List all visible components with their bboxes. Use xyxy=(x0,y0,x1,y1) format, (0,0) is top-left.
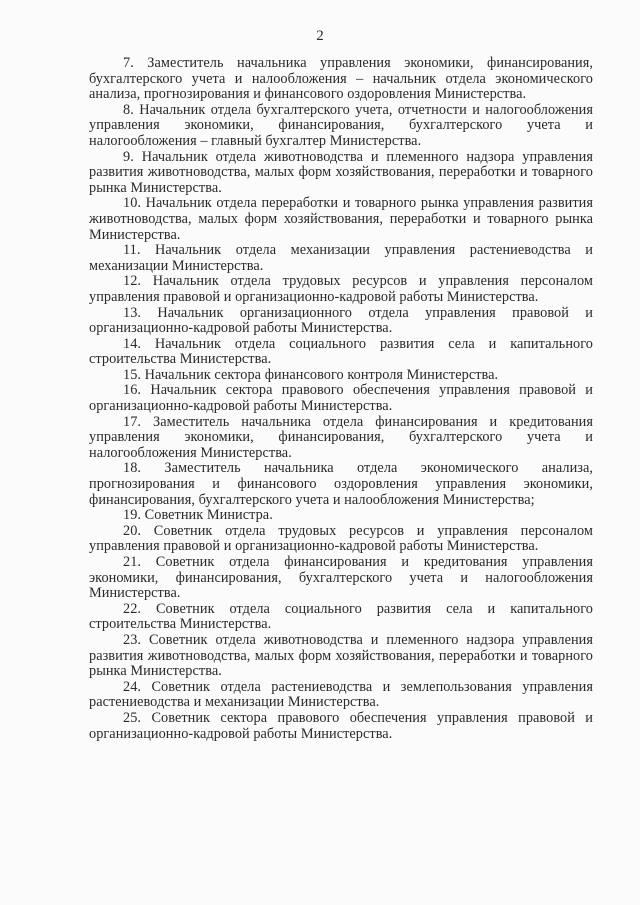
item-number: 16. xyxy=(123,382,142,399)
item-number: 24. xyxy=(123,678,142,695)
item-text: Начальник сектора финансового контроля Министерства. xyxy=(144,366,499,383)
item-text: Советник отдела растениеводства и землепользования управления растениеводства и механизации Министерства. xyxy=(89,678,593,711)
item-text: Заместитель начальника отдела финансирования и кредитования управления экономики, финансирования, бухгалтерского учета и налогообложения Министерства. xyxy=(89,413,593,461)
item-text: Советник отдела животноводства и племенного надзора управления развития животноводства, малых форм хозяйствования, переработки и товарного рынка Министерства. xyxy=(89,631,594,680)
document-body xyxy=(89,56,593,742)
item-number: 18. xyxy=(123,460,142,477)
item-text: Советник отдела социального развития села и капитального строительства Министерства. xyxy=(89,600,593,633)
list-item xyxy=(89,633,593,680)
item-number: 12. xyxy=(123,273,142,290)
item-number: 17. xyxy=(123,413,142,430)
list-item xyxy=(89,508,593,524)
list-item xyxy=(89,555,593,602)
list-item xyxy=(89,711,593,742)
list-item xyxy=(89,56,593,103)
list-item xyxy=(89,415,593,462)
list-item xyxy=(89,368,593,384)
list-item xyxy=(89,243,593,274)
item-text: Советник сектора правового обеспечения управления правовой и организационно-кадровой работы Министерства. xyxy=(89,709,594,742)
list-item xyxy=(89,680,593,711)
list-item xyxy=(89,103,593,150)
item-number: 11. xyxy=(123,242,141,259)
item-text: Начальник отдела бухгалтерского учета, отчетности и налогообложения управления экономики, финансирования, бухгалтерского учета и налогообложения – главный бухгалтер Министерства. xyxy=(89,101,593,149)
item-text: Советник отдела трудовых ресурсов и управления персоналом управления правовой и организационно-кадровой работы Министерства. xyxy=(89,522,593,555)
item-number: 8. xyxy=(123,101,134,118)
item-number: 14. xyxy=(123,335,142,352)
list-item xyxy=(89,602,593,633)
list-item xyxy=(89,196,593,243)
item-text: Начальник отдела механизации управления растениеводства и механизации Министерства. xyxy=(89,242,594,274)
item-text: Начальник отдела социального развития села и капитального строительства Министерства. xyxy=(89,335,594,368)
item-number: 10. xyxy=(123,195,142,212)
item-number: 19. xyxy=(123,507,142,524)
item-text: Начальник организационного отдела управления правовой и организационно-кадровой работы Министерства. xyxy=(89,304,593,337)
page-number: 2 xyxy=(316,28,324,44)
list-item xyxy=(89,274,593,305)
item-number: 22. xyxy=(123,600,142,617)
list-item xyxy=(89,337,593,368)
item-number: 15. xyxy=(123,366,142,383)
item-number: 7. xyxy=(123,55,134,71)
item-number: 20. xyxy=(123,522,142,539)
item-text: Заместитель начальника отдела экономического анализа, прогнозирования и финансового оздоровления управления экономики, финансирования, бухгалтерского учета и налообложения Министерства; xyxy=(89,460,593,508)
item-text: Начальник отдела переработки и товарного рынка управления развития животноводства, малых форм хозяйствования, переработки и товарного рынка Министерства. xyxy=(89,195,594,243)
item-text: Советник Министра. xyxy=(144,507,273,524)
list-item xyxy=(89,383,593,414)
item-text: Начальник отдела животноводства и племенного надзора управления развития животноводства, малых форм хозяйствования, переработки и товарного рынка Министерства. xyxy=(89,148,593,196)
list-item xyxy=(89,461,593,508)
item-text: Начальник отдела трудовых ресурсов и управления персоналом управления правовой и организационно-кадровой работы Министерства. xyxy=(89,273,593,305)
item-number: 13. xyxy=(123,304,142,321)
list-item xyxy=(89,524,593,555)
item-number: 9. xyxy=(123,148,134,165)
item-number: 25. xyxy=(123,709,142,726)
item-text: Начальник сектора правового обеспечения управления правовой и организационно-кадровой работы Министерства. xyxy=(89,382,593,415)
list-item xyxy=(89,306,593,337)
item-text: Советник отдела финансирования и кредитования управления экономики, финансирования, бухгалтерского учета и налогообложения Министерства. xyxy=(89,554,594,602)
item-text: Заместитель начальника управления экономики, финансирования, бухгалтерского учета и налообложения – начальник отдела экономического анализа, прогнозирования и финансового оздоровления Министерства. xyxy=(89,55,593,103)
item-number: 23. xyxy=(123,631,142,648)
list-item xyxy=(89,150,593,197)
item-number: 21. xyxy=(123,554,142,570)
